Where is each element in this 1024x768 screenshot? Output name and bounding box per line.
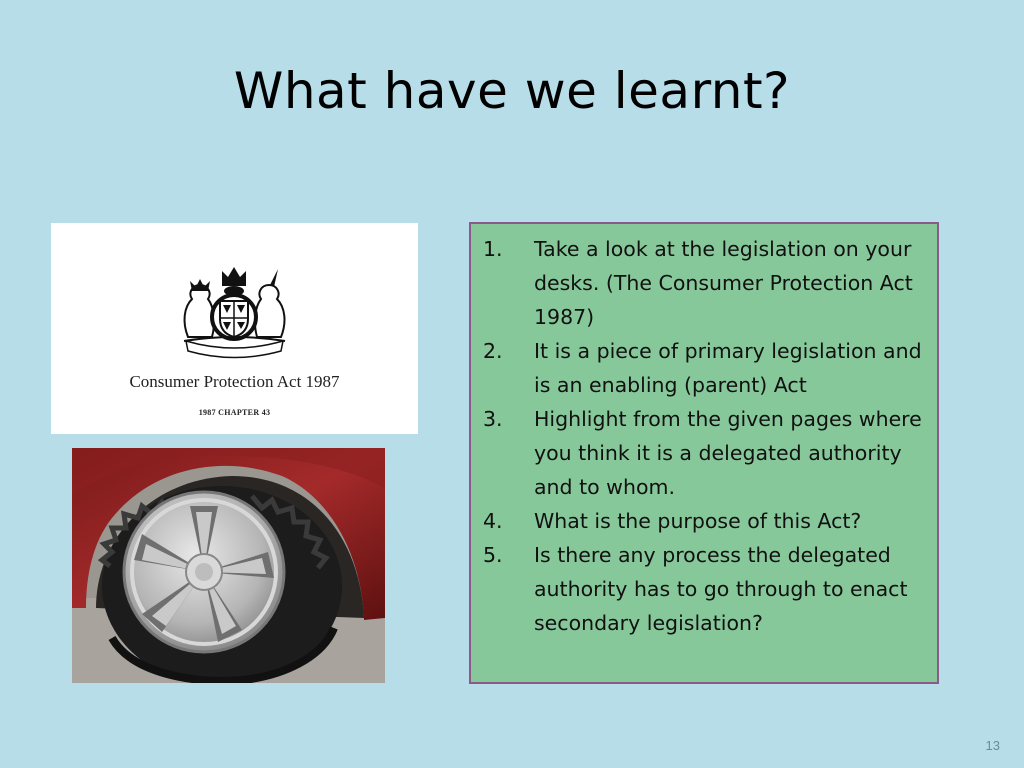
instructions-box — [469, 222, 939, 684]
royal-coat-of-arms-icon — [178, 267, 291, 359]
list-item-number: 4. — [483, 509, 503, 533]
list-item-text: Highlight from the given pages where you think it is a delegated authority and to whom. — [534, 407, 922, 499]
list-item-text: Take a look at the legislation on your desks. (The Consumer Protection Act 1987) — [534, 237, 913, 329]
list-item — [471, 334, 937, 402]
document-title: Consumer Protection Act 1987 — [129, 372, 340, 391]
slide-title: What have we learnt? — [233, 62, 791, 120]
document-chapter: 1987 CHAPTER 43 — [198, 408, 271, 417]
list-item-text: It is a piece of primary legislation and is an enabling (parent) Act — [534, 339, 922, 397]
list-item-text: What is the purpose of this Act? — [534, 509, 862, 533]
list-item — [471, 538, 937, 640]
legislation-document-image — [51, 223, 418, 434]
list-item-number: 5. — [483, 543, 503, 567]
list-item — [471, 402, 937, 504]
instructions-list — [471, 224, 937, 640]
car-wheel-icon — [72, 448, 385, 683]
list-item-number: 2. — [483, 339, 503, 363]
list-item — [471, 504, 937, 538]
page-number: 13 — [985, 738, 1000, 753]
list-item-number: 3. — [483, 407, 503, 431]
list-item-number: 1. — [483, 237, 503, 261]
shredded-tyre-photo — [72, 448, 385, 683]
list-item-text: Is there any process the delegated authority has to go through to enact secondary legislation? — [534, 543, 908, 635]
list-item — [471, 232, 937, 334]
